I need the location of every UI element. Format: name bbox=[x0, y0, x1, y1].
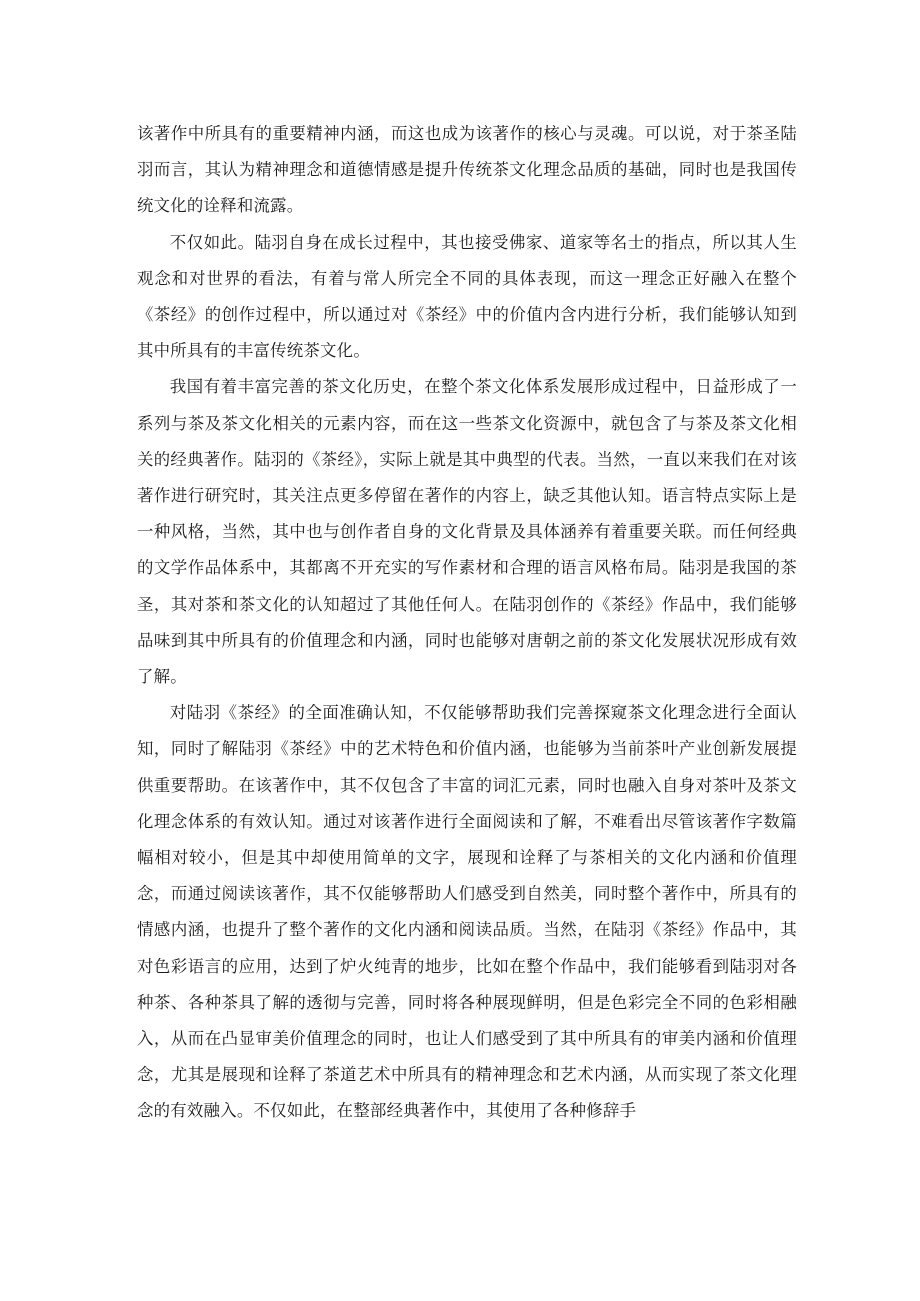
document-body bbox=[137, 116, 797, 1130]
paragraph-3: 我国有着丰富完善的茶文化历史，在整个茶文化体系发展形成过程中，日益形成了一系列与茶及茶文化相关的元素内容，而在这一些茶文化资源中，就包含了与茶及茶文化相关的经典著作。陆羽的《茶经》，实际上就是其中典型的代表。当然，一直以来我们在对该著作进行研究时，其关注点更多停留在著作的内容上，缺乏其他认知。语言特点实际上是一种风格，当然，其中也与创作者自身的文化背景及具体涵养有着重要关联。而任何经典的文学作品体系中，其都离不开充实的写作素材和合理的语言风格布局。陆羽是我国的茶圣，其对茶和茶文化的认知超过了其他任何人。在陆羽创作的《茶经》作品中，我们能够品味到其中所具有的价值理念和内涵，同时也能够对唐朝之前的茶文化发展状况形成有效了解。 bbox=[137, 377, 797, 687]
paragraph-4: 对陆羽《茶经》的全面准确认知，不仅能够帮助我们完善探窥茶文化理念进行全面认知，同时了解陆羽《茶经》中的艺术特色和价值内涵，也能够为当前茶叶产业创新发展提供重要帮助。在该著作中，其不仅包含了丰富的词汇元素，同时也融入自身对茶叶及茶文化理念体系的有效认知。通过对该著作进行全面阅读和了解，不难看出尽管该著作字数篇幅相对较小，但是其中却使用简单的文字，展现和诠释了与茶相关的文化内涵和价值理念，而通过阅读该著作，其不仅能够帮助人们感受到自然美，同时整个著作中，所具有的情感内涵，也提升了整个著作的文化内涵和阅读品质。当然，在陆羽《茶经》作品中，其对色彩语言的应用，达到了炉火纯青的地步，比如在整个作品中，我们能够看到陆羽对各种茶、各种茶具了解的透彻与完善，同时将各种展现鲜明，但是色彩完全不同的色彩相融入，从而在凸显审美价值理念的同时，也让人们感受到了其中所具有的审美内涵和价值理念，尤其是展现和诠释了茶道艺术中所具有的精神理念和艺术内涵，从而实现了茶文化理念的有效融入。不仅如此，在整部经典著作中，其使用了各种修辞手 bbox=[137, 703, 797, 1121]
paragraph-1: 该著作中所具有的重要精神内涵，而这也成为该著作的核心与灵魂。可以说，对于茶圣陆羽而言，其认为精神理念和道德情感是提升传统茶文化理念品质的基础，同时也是我国传统文化的诠释和流露。 bbox=[137, 124, 797, 216]
paragraph-2: 不仅如此。陆羽自身在成长过程中，其也接受佛家、道家等名士的指点，所以其人生观念和对世界的看法，有着与常人所完全不同的具体表现，而这一理念正好融入在整个《茶经》的创作过程中，所以通过对《茶经》中的价值内含内进行分析，我们能够认知到其中所具有的丰富传统茶文化。 bbox=[137, 232, 797, 361]
